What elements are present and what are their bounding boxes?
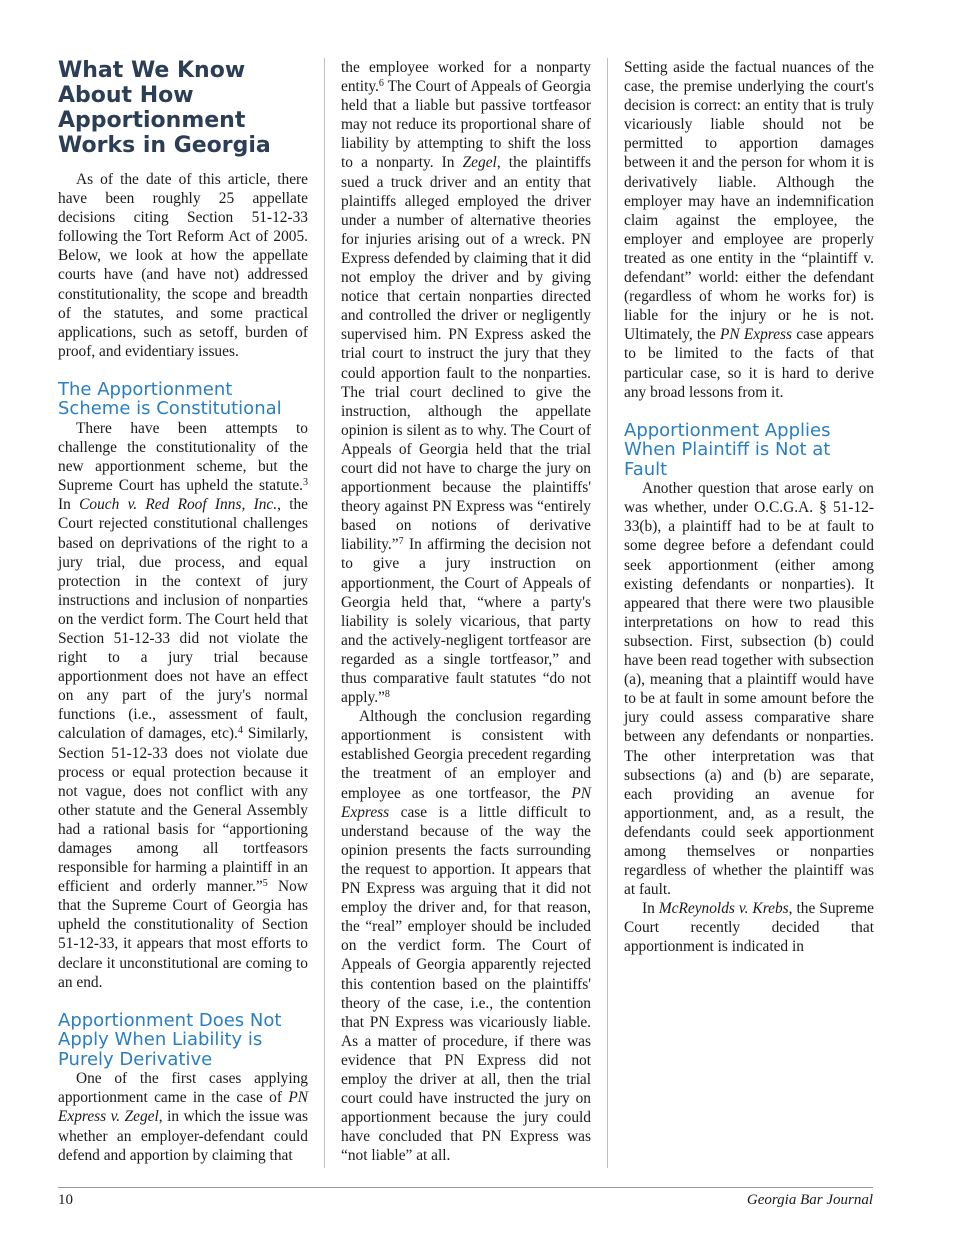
body-paragraph: the employee worked for a nonparty entity.$^6$ The Court of Appeals of Georgia held that a liable but passive tortfeasor may not reduce its proportional share of liability by attempting to shift the loss to a nonparty. In Zegel, the plaintiffs sued a truck driver and an entity that plaintiffs alleged employed the driver under a number of alternative theories for injuries arising out of a wreck. PN Express defended by claiming that it did not employ the driver and by giving notice that certain nonparties directed and controlled the driver or negligently supervised him. PN Express asked the trial court to instruct the jury that they could apportion fault to the nonparties. The trial court declined to give the instruction, although the appellate opinion is silent as to why. The Court of Appeals of Georgia held that the trial court did not have to charge the jury on apportionment because the plaintiffs' theory against PN Express was “entirely based on notions of derivative liability.”$^7$ In affirming the decision not to give a jury instruction on apportionment, the Court of Appeals of Georgia held that, “where a party's liability is solely vicarious, that party and the actively-negligent tortfeasor are regarded as a single tortfeasor,” and thus comparative fault statutes “do not apply.”$^8$ (341, 59, 592, 707)
section-heading: Apportionment Does Not Apply When Liability is Purely Derivative (58, 1009, 282, 1070)
footer-rule (58, 1187, 873, 1188)
intro-paragraph: As of the date of this article, there have been roughly 25 appellate decisions citing Section 51-12-33 following the Tort Reform Act of 2005. Below, we look at how the appellate courts have (and have not) addressed constitutionality, the scope and breadth of the statutes, and some practical applications, such as setoff, burden of proof, and evidentiary issues. (58, 171, 308, 360)
body-paragraph: One of the first cases applying apportionment came in the case of PN Express v. Zegel, in which the issue was whether an employer-defendant could defend and apportion by claiming that (58, 1070, 308, 1164)
case-name: Express (739, 326, 793, 344)
footnote-ref: 8 (384, 689, 390, 701)
body-paragraph: Although the conclusion regarding apportionment is consistent with established Georgia precedent regarding the treatment of an employer and employee as one tortfeasor, the PN Express case is a little difficult to understand because of the way the opinion presents the facts surrounding the request to apportion. It appears that PN Express was arguing that it did not employ the driver and, for that reason, the “real” employer should be included on the verdict form. The Court of Appeals of Georgia apparently rejected this contention based on the plaintiffs' theory of the case, i.e., the contention that PN Express was vicariously liable. As a matter of procedure, if there was evidence that PN Express did not employ the driver at all, then the trial court could have instructed the jury on apportionment because the jury could have concluded that PN Express was “not liable” at all. (341, 708, 591, 1165)
footnote-ref: 4 (237, 725, 243, 737)
footnote-ref: 5 (262, 878, 268, 890)
spacer (58, 361, 308, 380)
case-name: McReynolds v. Krebs (658, 900, 789, 918)
case-name: PN (719, 326, 740, 344)
spacer (58, 992, 308, 1011)
column-3 (624, 58, 874, 957)
body-paragraph: In McReynolds v. Krebs, the Supreme Court recently decided that apportionment is indicated in (624, 900, 875, 956)
case-name: PN Express v. Zegel (58, 1089, 308, 1126)
page-number: 10 (58, 1192, 73, 1208)
body-paragraph: There have been attempts to challenge the constitutionality of the new apportionment scheme, but the Supreme Court has upheld the statute.$^3$ In Couch v. Red Roof Inns, Inc., the Court rejected constitutional challenges based on deprivations of the right to a jury trial, due process, and equal protection in the context of jury instructions and inclusion of nonparties on the verdict form. The Court held that Section 51-12-33 did not violate the right to a jury trial because apportionment does not have an effect on any part of the jury's normal functions (i.e., assessment of fault, calculation of damages, etc).$^4$ Similarly, Section 51-12-33 does not violate due process or equal protection because it not vague, does not conflict with any other statute and the General Assembly had a rational basis for “apportioning damages among all tortfeasors responsible for harming a plaintiff in an efficient and orderly manner.”$^5$ Now that the Supreme Court of Georgia has upheld the constitutionality of Section 51-12-33, it appears that most efforts to declare it unconstitutional are coming to an end. (58, 419, 309, 991)
body-paragraph: Another question that arose early on was whether, under O.C.G.A. § 51-12-33(b), a plaintiff had to be at fault to some degree before a defendant could seek apportionment (either among existing defendants or nonparties). It appeared that there were two plausible interpretations on how to read this subsection. First, subsection (b) could have been read together with subsection (a), meaning that a plaintiff would have to be at fault in some amount before the jury could assess comparative share between any defendants or nonparties. The other interpretation was that subsections (a) and (b) are separate, each providing an avenue for apportionment, and, as a result, the defendants could seek apportionment among themselves or nonparties regardless of whether the plaintiff was at fault. (624, 480, 874, 899)
column-1 (58, 58, 308, 1165)
spacer (624, 402, 874, 421)
case-name: PN Express (341, 784, 591, 821)
section-heading: Apportionment Applies When Plaintiff is Not at Fault (624, 419, 831, 480)
case-name: Couch v. Red Roof Inns, Inc. (79, 496, 278, 514)
section-heading: The Apportionment Scheme is Constitutional (58, 378, 282, 420)
article-title: What We Know About How Apportionment Works in Georgia (58, 58, 271, 158)
column-divider (607, 58, 608, 1168)
journal-name: Georgia Bar Journal (746, 1192, 873, 1208)
footnote-ref: 3 (303, 477, 308, 489)
body-paragraph: Setting aside the factual nuances of the case, the premise underlying the court's decision is correct: an entity that is truly vicariously liable should not be permitted to apportion damages between it and the person for whom it is derivatively liable. Although the employer may have an indemnification claim against the employee, the employer and employee are properly treated as one entity in the “plaintiff v. defendant” world: either the defendant (regardless of whom he works for) is liable for the injury or he is not. Ultimately, the PN Express case appears to be limited to the facts of that particular case, so it is hard to derive any broad lessons from it. (624, 59, 874, 401)
case-name: Zegel (462, 154, 497, 172)
footnote-ref: 7 (398, 536, 404, 548)
column-divider (324, 58, 325, 1168)
column-2 (341, 58, 591, 1165)
footnote-ref: 6 (378, 78, 384, 90)
